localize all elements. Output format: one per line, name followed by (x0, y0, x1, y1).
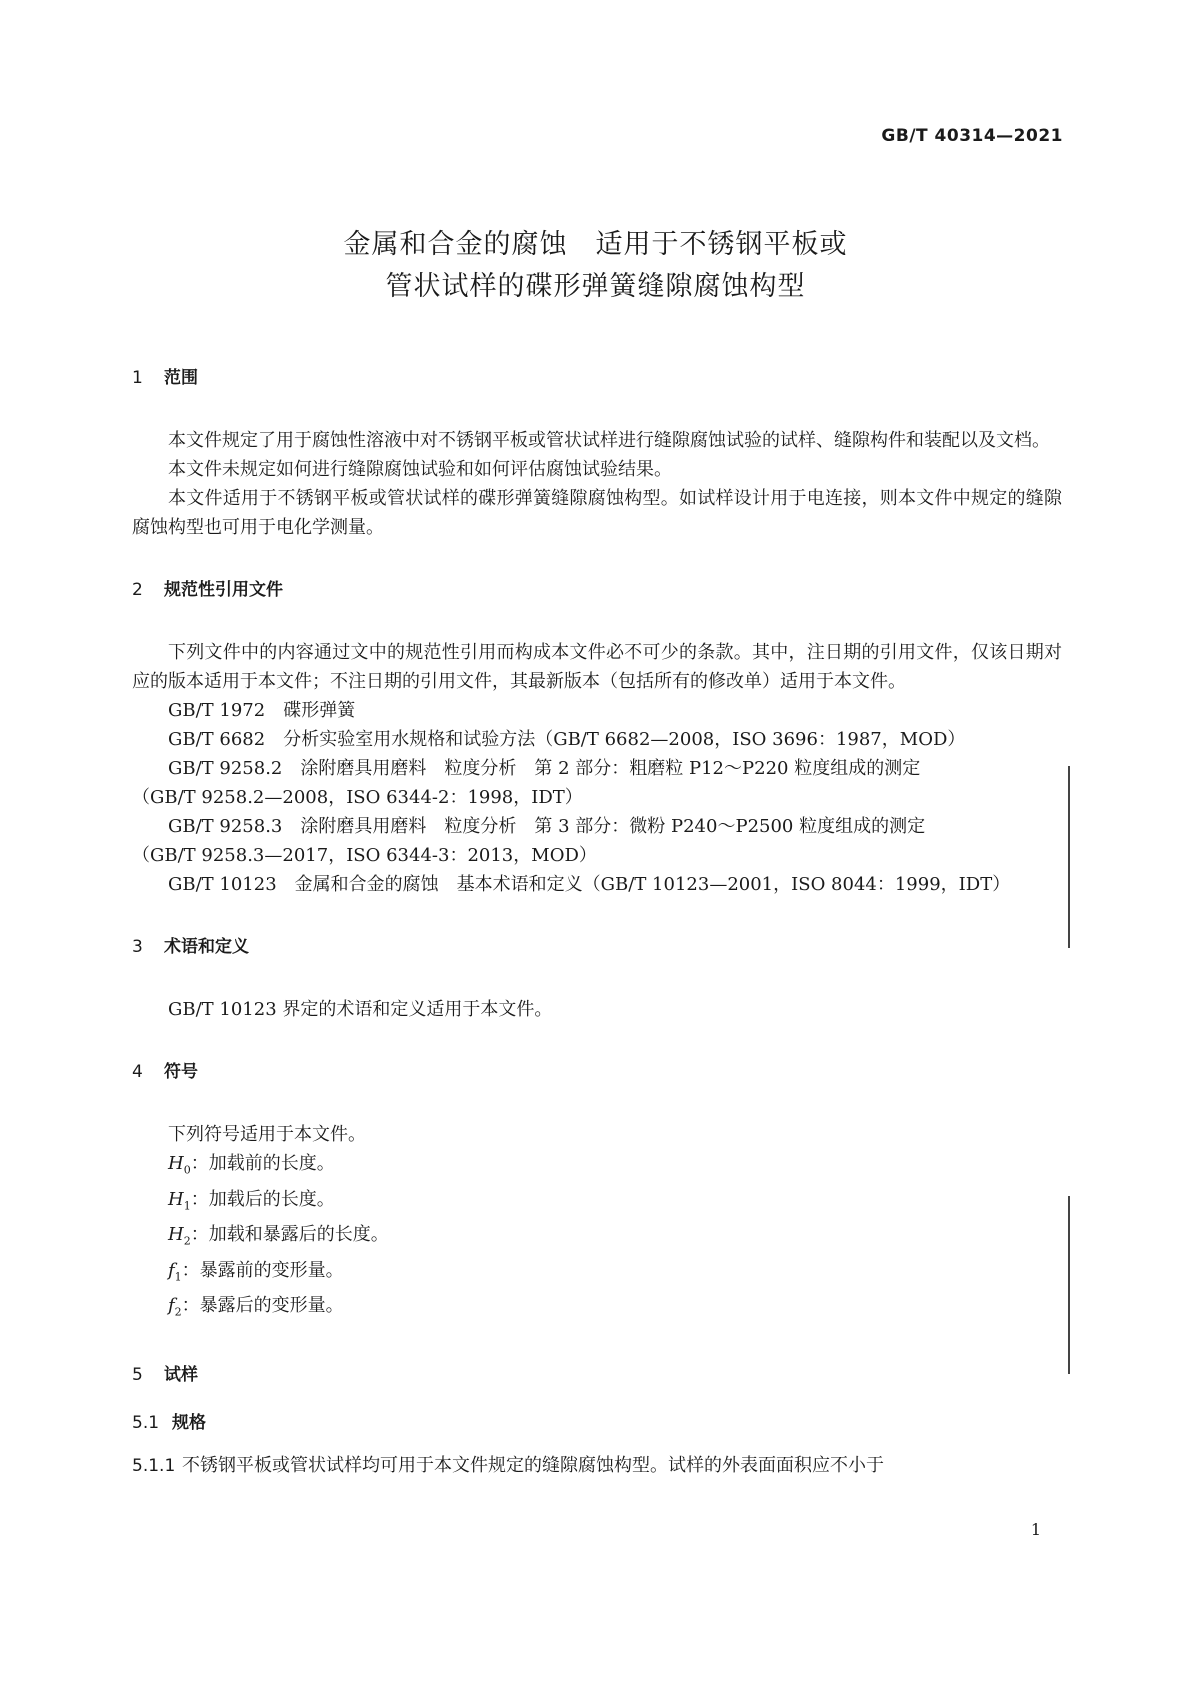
reference-item: GB/T 10123 金属和合金的腐蚀 基本术语和定义（GB/T 10123—2001，ISO 8044：1999，IDT） (168, 874, 1011, 895)
symbol-subscript: 2 (183, 1234, 191, 1248)
symbol-description: ：加载前的长度。 (190, 1153, 335, 1174)
paragraph: 本文件规定了用于腐蚀性溶液中对不锈钢平板或管状试样进行缝隙腐蚀试验的试样、缝隙构件和装配以及文档。 (168, 430, 1050, 451)
section-title: 试样 (164, 1364, 198, 1385)
title-line-2: 管状试样的碟形弹簧缝隙腐蚀构型 (385, 271, 806, 302)
paragraph: GB/T 10123 界定的术语和定义适用于本文件。 (168, 999, 553, 1020)
symbol-description: ：暴露后的变形量。 (181, 1295, 344, 1317)
document-body (132, 364, 1062, 1481)
change-bar (1068, 766, 1070, 948)
reference-line: （GB/T 9258.3—2017，ISO 6344-3：2013，MOD） (132, 845, 597, 866)
reference-line: GB/T 9258.2 涂附磨具用磨料 粒度分析 第 2 部分：粗磨粒 P12～P220 粒度组成的测定 (168, 758, 921, 779)
symbol-subscript: 2 (174, 1305, 182, 1319)
page-number: 1 (1030, 1520, 1041, 1539)
standard-number: GB/T 40314—2021 (881, 126, 1063, 146)
section-3-heading (132, 933, 1062, 961)
subsection-title: 规格 (172, 1412, 206, 1433)
reference-item (132, 754, 1062, 812)
subsection-number: 5.1 (132, 1412, 160, 1433)
symbol-description: ：暴露前的变形量。 (181, 1259, 344, 1281)
symbol-item (132, 1291, 1062, 1327)
clause-number: 5.1.1 (132, 1455, 176, 1476)
section-5-heading (132, 1361, 1062, 1389)
section-number: 2 (132, 580, 143, 600)
reference-item: GB/T 6682 分析实验室用水规格和试验方法（GB/T 6682—2008，ISO 3696：1987，MOD） (168, 729, 966, 750)
symbol: H (168, 1224, 184, 1246)
clause-5-1-1 (132, 1451, 1062, 1481)
reference-item (132, 812, 1062, 870)
symbol: H (168, 1188, 184, 1210)
reference-line: （GB/T 9258.2—2008，ISO 6344-2：1998，IDT） (132, 787, 583, 808)
symbol-item (132, 1220, 1062, 1256)
symbol: H (168, 1153, 184, 1174)
symbols-intro: 下列符号适用于本文件。 (168, 1124, 366, 1145)
clause-text: 不锈钢平板或管状试样均可用于本文件规定的缝隙腐蚀构型。试样的外表面面积应不小于 (182, 1454, 884, 1476)
symbol-item (132, 1185, 1062, 1221)
symbol-subscript: 0 (183, 1163, 191, 1177)
symbol-item (132, 1149, 1062, 1185)
section-number: 1 (132, 368, 143, 388)
symbol-item (132, 1256, 1062, 1292)
paragraph: 下列文件中的内容通过文中的规范性引用而构成本文件必不可少的条款。其中，注日期的引用文件，仅该日期对应的版本适用于本文件；不注日期的引用文件，其最新版本（包括所有的修改单）适用于本文件。 (132, 642, 1062, 692)
paragraph: 本文件适用于不锈钢平板或管状试样的碟形弹簧缝隙腐蚀构型。如试样设计用于电连接，则本文件中规定的缝隙腐蚀构型也可用于电化学测量。 (132, 488, 1062, 538)
document-title (0, 224, 1191, 308)
section-title: 符号 (164, 1062, 198, 1082)
section-title: 术语和定义 (164, 937, 249, 957)
section-title: 规范性引用文件 (164, 580, 283, 600)
reference-item: GB/T 1972 碟形弹簧 (168, 700, 356, 721)
symbol: f (168, 1295, 175, 1317)
symbol-subscript: 1 (174, 1270, 182, 1284)
section-2-heading (132, 576, 1062, 604)
symbol-description: ：加载和暴露后的长度。 (190, 1224, 389, 1246)
section-number: 4 (132, 1062, 143, 1082)
symbol-description: ：加载后的长度。 (190, 1188, 335, 1210)
paragraph: 本文件未规定如何进行缝隙腐蚀试验和如何评估腐蚀试验结果。 (168, 459, 672, 480)
change-bar (1068, 1196, 1070, 1374)
section-number: 3 (132, 937, 143, 957)
symbol: f (168, 1259, 175, 1281)
section-title: 范围 (164, 368, 198, 388)
subsection-5-1-heading (132, 1409, 1062, 1437)
section-4-heading (132, 1058, 1062, 1086)
symbol-subscript: 1 (183, 1199, 191, 1213)
section-1-heading (132, 364, 1062, 392)
title-line-1: 金属和合金的腐蚀 适用于不锈钢平板或 (343, 229, 848, 260)
reference-line: GB/T 9258.3 涂附磨具用磨料 粒度分析 第 3 部分：微粉 P240～P2500 粒度组成的测定 (168, 816, 926, 837)
section-number: 5 (132, 1364, 143, 1385)
